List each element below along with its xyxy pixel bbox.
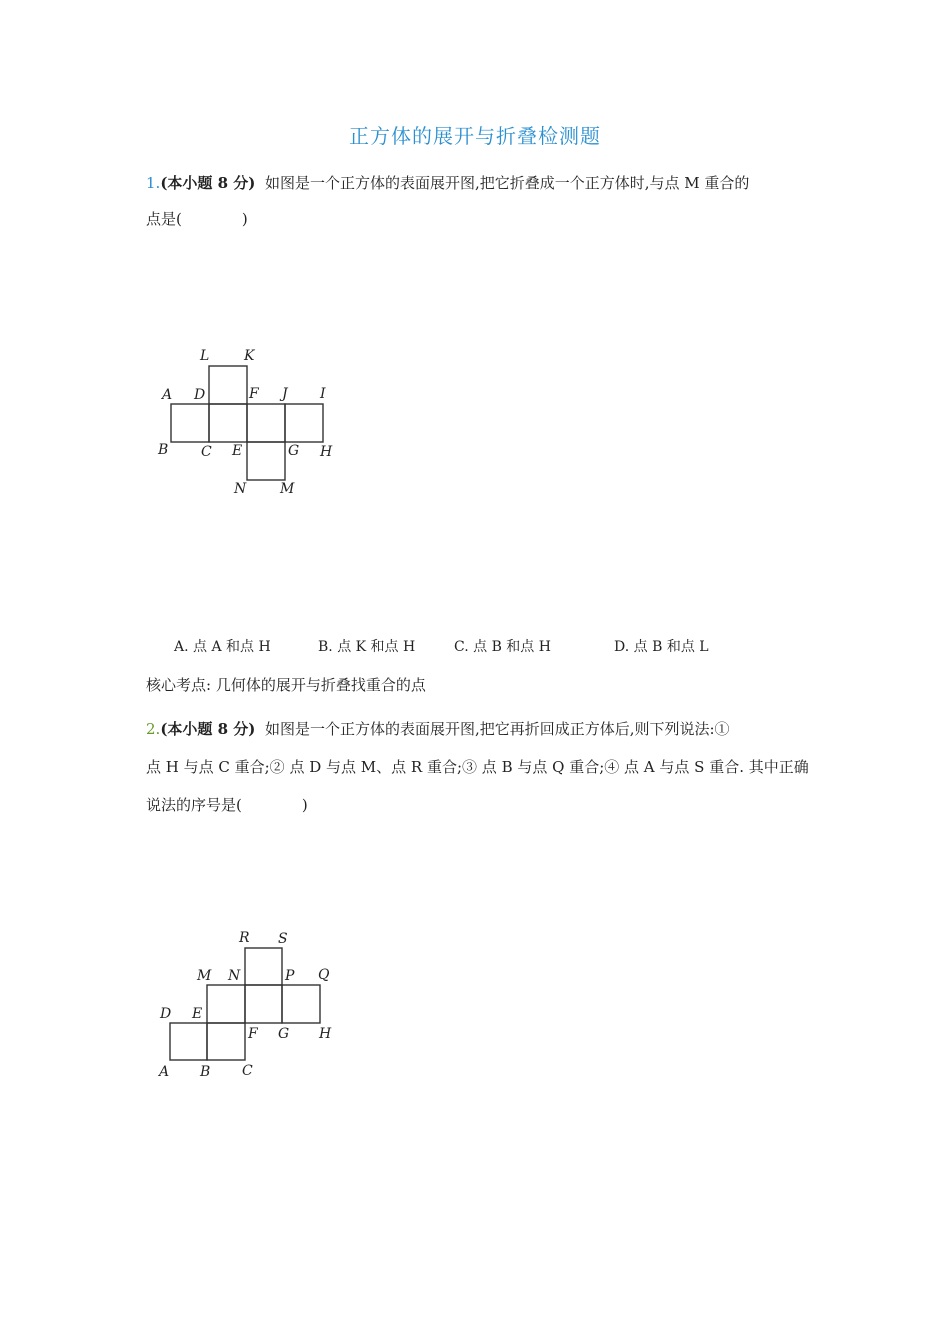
q2-label-D: D (160, 1006, 172, 1022)
q2-label-C: C (242, 1063, 253, 1079)
q1-net-face-bottom (247, 442, 285, 480)
q2-label-F: F (248, 1026, 258, 1042)
q1-option-b[interactable]: B. 点 K 和点 H (318, 639, 416, 655)
q2-label-P: P (285, 968, 295, 984)
q2-label-S: S (278, 931, 288, 947)
q2-score: (本小题 8 分) (160, 720, 256, 738)
q1-label-G: G (288, 443, 300, 459)
q1-net-face-1 (171, 404, 209, 442)
q2-label-R: R (239, 930, 250, 946)
q1-option-d[interactable]: D. 点 B 和点 L (614, 639, 709, 655)
page-title: 正方体的展开与折叠检测题 (349, 124, 601, 148)
q2-label-B: B (200, 1064, 211, 1080)
q2-label-G: G (278, 1026, 290, 1042)
q2-text-3: 说法的序号是( ) (146, 796, 308, 814)
q1-label-J: J (282, 386, 288, 402)
q2-label-E: E (192, 1006, 203, 1022)
q2-net-face-4 (170, 1023, 207, 1060)
q1-text-2: 点是( ) (146, 210, 248, 228)
q1-label-L: L (200, 348, 210, 364)
q1-label-A: A (162, 387, 173, 403)
q1-label-D: D (194, 387, 206, 403)
q1-score: (本小题 8 分) (160, 174, 256, 192)
q1-label-H: H (320, 444, 333, 460)
q1-net-face-3 (247, 404, 285, 442)
q2-net-face-top (245, 948, 282, 985)
q1-line-1 (146, 172, 749, 194)
q1-label-C: C (201, 444, 212, 460)
q2-label-H: H (319, 1026, 332, 1042)
q1-label-F: F (249, 386, 259, 402)
q1-net-face-4 (285, 404, 323, 442)
q1-label-K: K (244, 348, 255, 364)
q1-label-N: N (234, 481, 247, 497)
q1-text-1: 如图是一个正方体的表面展开图,把它折叠成一个正方体时,与点 M 重合的 (264, 174, 750, 192)
q2-label-A: A (159, 1064, 170, 1080)
q2-text-1: 如图是一个正方体的表面展开图,把它再折回成正方体后,则下列说法:① (264, 720, 730, 738)
q1-option-c[interactable]: C. 点 B 和点 H (454, 639, 551, 655)
q1-number: 1. (146, 174, 161, 192)
q2-text-2: 点 H 与点 C 重合;② 点 D 与点 M、点 R 重合;③ 点 B 与点 Q 重合;④ 点 A 与点 S 重合. 其中正确 (146, 758, 809, 776)
q2-net-face-2 (245, 985, 282, 1023)
q2-label-Q: Q (318, 967, 330, 983)
q1-label-E: E (232, 443, 243, 459)
q1-label-M: M (280, 481, 295, 497)
q2-net-face-5 (207, 1023, 245, 1060)
q2-net-face-3 (282, 985, 320, 1023)
q1-core-point: 核心考点: 几何体的展开与折叠找重合的点 (146, 676, 426, 694)
q2-label-M: M (197, 968, 212, 984)
q1-option-a[interactable]: A. 点 A 和点 H (174, 639, 271, 655)
q1-label-I: I (320, 386, 326, 402)
q1-cube-net-figure (150, 338, 350, 503)
q1-label-B: B (158, 442, 169, 458)
q2-line-1 (146, 718, 730, 740)
q1-net-face-2 (209, 404, 247, 442)
q2-number: 2. (146, 720, 161, 738)
q2-label-N: N (228, 968, 241, 984)
q1-net-face-top (209, 366, 247, 404)
q2-net-face-1 (207, 985, 245, 1023)
q2-cube-net-figure (150, 922, 350, 1087)
